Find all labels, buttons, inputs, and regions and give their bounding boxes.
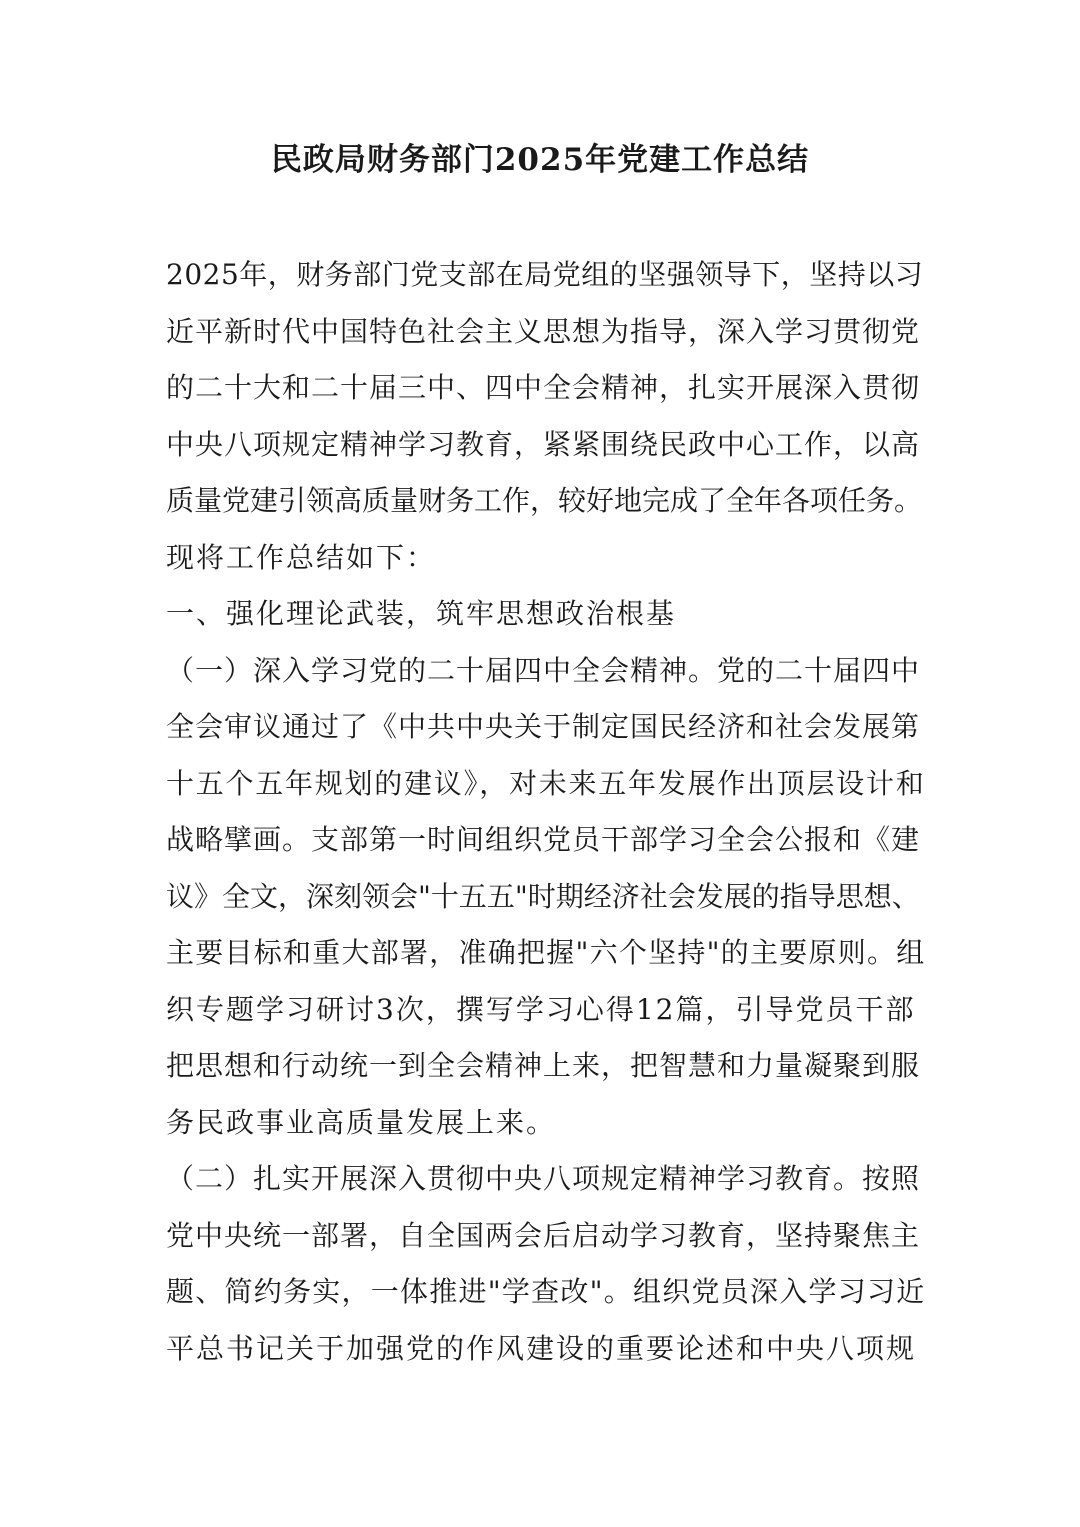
text-line: 十五个五年规划的建议》，对未来五年发展作出顶层设计和 <box>166 766 926 800</box>
text-line: 一、强化理论武装，筑牢思想政治根基 <box>166 597 677 630</box>
text-line: 平总书记关于加强党的作风建设的重要论述和中央八项规 <box>166 1331 917 1365</box>
text-line: 近平新时代中国特色社会主义思想为指导，深入学习贯彻党 <box>166 314 921 348</box>
text-line: （二）扎实开展深入贯彻中央八项规定精神学习教育。按照 <box>166 1162 921 1195</box>
text-line: 题、简约务实，一体推进"学查改"。组织党员深入学习习近 <box>166 1275 926 1308</box>
text-line: 主要目标和重大部署，准确把握"六个坚持"的主要原则。组 <box>166 936 926 969</box>
text-line: 的二十大和二十届三中、四中全会精神，扎实开展深入贯彻 <box>166 371 921 404</box>
text-line: 中央八项规定精神学习教育，紧紧围绕民政中心工作，以高 <box>166 427 921 461</box>
text-line: 现将工作总结如下： <box>166 540 437 574</box>
text-line: （一）深入学习党的二十届四中全会精神。党的二十届四中 <box>166 653 921 687</box>
text-line: 议》全文，深刻领会"十五五"时期经济社会发展的指导思想、 <box>166 879 920 913</box>
text-line: 织专题学习研讨3次，撰写学习心得12篇，引导党员干部 <box>166 992 916 1026</box>
text-line: 全会审议通过了《中共中央关于制定国民经济和社会发展第 <box>166 710 921 743</box>
text-line: 把思想和行动统一到全会精神上来，把智慧和力量凝聚到服 <box>166 1049 921 1082</box>
document-body <box>166 247 926 1377</box>
document-title: 民政局财务部门2025年党建工作总结 <box>270 142 810 178</box>
text-line: 战略擘画。支部第一时间组织党员干部学习全会公报和《建 <box>166 823 921 856</box>
text-line: 党中央统一部署，自全国两会后启动学习教育，坚持聚焦主 <box>166 1218 921 1252</box>
text-line: 2025年，财务部门党支部在局党组的坚强领导下，坚持以习 <box>166 258 924 291</box>
text-line: 务民政事业高质量发展上来。 <box>166 1105 557 1139</box>
text-line: 质量党建引领高质量财务工作，较好地完成了全年各项任务。 <box>166 484 923 517</box>
